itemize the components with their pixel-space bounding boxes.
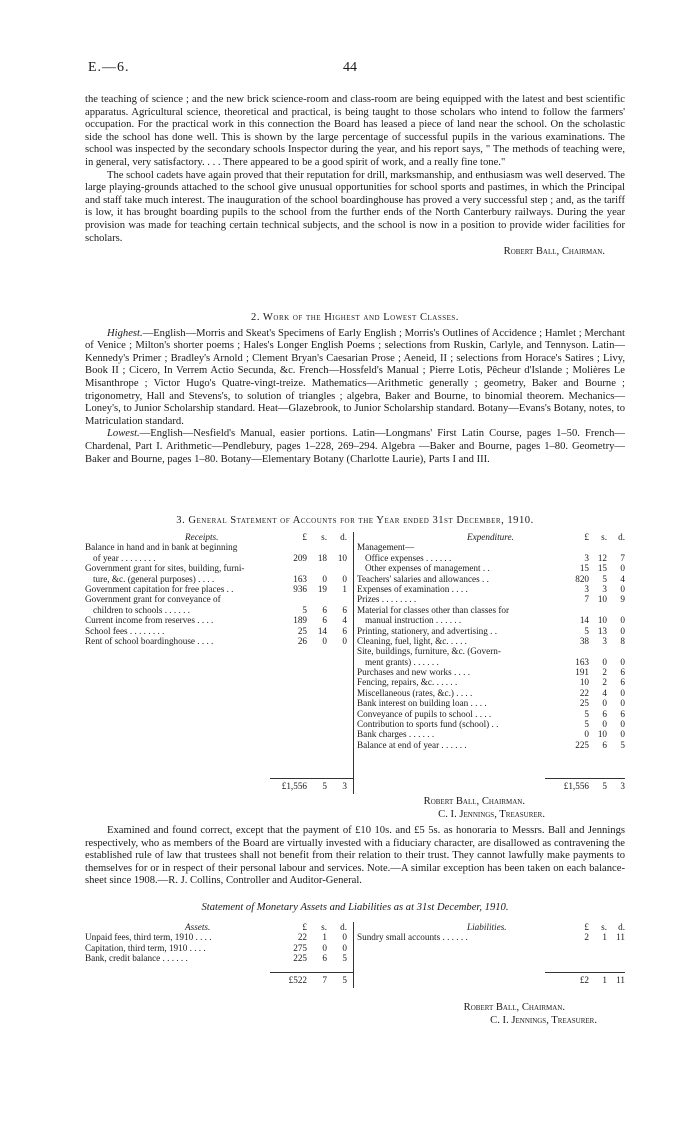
row-label: Contribution to sports fund (school) . . xyxy=(357,719,499,730)
lowest-label: Lowest. xyxy=(107,428,140,440)
shillings-value: 0 xyxy=(602,698,607,709)
pounds-value: 163 xyxy=(293,573,307,584)
assets-total-row xyxy=(85,975,353,985)
pence-header: d. xyxy=(340,532,347,542)
row-label: ment grants) . . . . . . xyxy=(365,656,439,667)
assets-header-row xyxy=(85,922,353,932)
receipts-total-rule xyxy=(270,778,353,779)
shillings-value: 0 xyxy=(322,942,327,953)
row-label: School fees . . . . . . . . xyxy=(85,625,165,636)
row-label: Other expenses of management . . xyxy=(365,563,490,574)
assets-heading: Statement of Monetary Assets and Liabilities as at 31st December, 1910. xyxy=(201,902,509,913)
shillings-value: 5 xyxy=(602,573,607,584)
expenditure-row xyxy=(357,729,625,739)
shillings-value: 18 xyxy=(317,552,327,563)
shillings-value: 19 xyxy=(317,583,327,594)
column-divider xyxy=(353,532,354,794)
asset-row xyxy=(85,943,353,953)
shillings-value: 6 xyxy=(322,604,327,615)
assets-total-shillings: 7 xyxy=(322,975,327,985)
liabilities-total-pounds: £2 xyxy=(579,975,589,985)
assets-chairman-signature: Robert Ball, Chairman. xyxy=(463,1002,565,1013)
audit-note-section xyxy=(85,825,625,888)
row-label: Government grant for conveyance of xyxy=(85,594,221,605)
pounds-value: 14 xyxy=(579,615,589,626)
expenditure-header-row xyxy=(357,532,625,542)
shillings-value: 3 xyxy=(602,583,607,594)
receipt-row xyxy=(85,626,353,636)
pounds-value: 225 xyxy=(575,739,589,750)
pounds-value: 5 xyxy=(302,604,307,615)
assets-column xyxy=(85,922,353,964)
pounds-value: 936 xyxy=(293,583,307,594)
row-label: Government capitation for free places . . xyxy=(85,583,234,594)
row-label: Capitation, third term, 1910 . . . . xyxy=(85,942,206,953)
row-label: Teachers' salaries and allowances . . xyxy=(357,573,489,584)
pence-value: 0 xyxy=(620,625,625,636)
assets-heading-label: Assets. xyxy=(185,922,211,932)
expenditure-total-rule xyxy=(545,778,625,779)
pence-value: 6 xyxy=(342,604,347,615)
pounds-value: 15 xyxy=(579,563,589,574)
expenditure-row xyxy=(357,574,625,584)
row-label: manual instruction . . . . . . xyxy=(365,615,462,626)
lowest-class-paragraph xyxy=(85,428,625,466)
pounds-value: 5 xyxy=(584,719,589,730)
receipts-column xyxy=(85,532,353,646)
receipts-header-row xyxy=(85,532,353,542)
pounds-value: 189 xyxy=(293,615,307,626)
expenditure-total-pence: 3 xyxy=(620,781,625,791)
pounds-value: 2 xyxy=(584,932,589,943)
expenditure-row xyxy=(357,677,625,687)
shillings-value: 12 xyxy=(597,552,607,563)
pounds-value: 163 xyxy=(575,656,589,667)
page-header xyxy=(88,60,612,80)
receipt-row xyxy=(85,563,353,573)
asset-row xyxy=(85,932,353,942)
liabilities-column xyxy=(357,922,625,943)
report-paragraph-1: the teaching of science ; and the new brick science-room and class-room are being equipped with the latest and best scientific apparatus. Agricultural science, theoretical and practical, is being taught to those scholars who intend to follow the farmers' occupation. For the practical work in this connection the Board has leased a piece of land near the school. On the scholastic side the school has done well. This is shown by the large percentage of successful pupils in the various examinations. The school was inspected by the secondary schools Inspector during the year, and his report says, " The methods of teaching were, in general, very satisfactory. . . . There appeared to be a good spirit of work, and a really fine tone." xyxy=(85,94,625,168)
receipts-total-row xyxy=(85,781,353,791)
pounds-value: 3 xyxy=(584,552,589,563)
shillings-value: 2 xyxy=(602,667,607,678)
classes-heading: 2. Work of the Highest and Lowest Classes. xyxy=(251,312,459,323)
pence-value: 0 xyxy=(620,656,625,667)
pounds-value: 209 xyxy=(293,552,307,563)
pence-value: 0 xyxy=(620,687,625,698)
receipts-total-shillings: 5 xyxy=(322,781,327,791)
accounts-treasurer-signature: C. I. Jennings, Treasurer. xyxy=(438,808,545,820)
page-number: 44 xyxy=(343,60,357,75)
shillings-value: 10 xyxy=(597,594,607,605)
expenditure-row xyxy=(357,542,625,552)
pence-value: 5 xyxy=(342,953,347,964)
receipt-row xyxy=(85,605,353,615)
pence-value: 6 xyxy=(620,708,625,719)
expenditure-row xyxy=(357,594,625,604)
lowest-text: —English—Nesfield's Manual, easier portions. Latin—Longmans' First Latin Course, pages 1–50. French—Chardenal, Part I. Arithmetic—Pendlebury, pages 1–228, 269–294. Algebra —Baker and Bourne, pages 1–80. Geometry—Baker and Bourne, pages 1–80. Botany—Elementary Botany (Charlotte Laurie), Parts I and III. xyxy=(85,428,625,465)
row-label: Bank charges . . . . . . xyxy=(357,729,435,740)
row-label: Balance in hand and in bank at beginning xyxy=(85,542,238,553)
pence-value: 4 xyxy=(620,573,625,584)
row-label: Government grant for sites, building, furni- xyxy=(85,563,245,574)
shillings-value: 15 xyxy=(597,563,607,574)
pence-header: d. xyxy=(618,922,625,932)
shillings-value: 0 xyxy=(322,635,327,646)
accounts-table xyxy=(85,532,625,794)
expenditure-row xyxy=(357,657,625,667)
chairman-signature: Robert Ball, Chairman. xyxy=(503,246,605,258)
receipts-heading: Receipts. xyxy=(185,532,219,542)
row-label: Material for classes other than classes for xyxy=(357,604,510,615)
expenditure-row xyxy=(357,709,625,719)
pence-value: 6 xyxy=(342,625,347,636)
pence-value: 7 xyxy=(620,552,625,563)
liabilities-heading-label: Liabilities. xyxy=(467,922,507,932)
pence-value: 10 xyxy=(337,552,347,563)
asset-row xyxy=(85,953,353,963)
row-label: Bank interest on building loan . . . . xyxy=(357,698,487,709)
row-label: Expenses of examination . . . . xyxy=(357,583,468,594)
row-label: Conveyance of pupils to school . . . . xyxy=(357,708,492,719)
expenditure-total-pounds: £1,556 xyxy=(563,781,589,791)
accounts-chairman-signature: Robert Ball, Chairman. xyxy=(423,796,525,807)
pounds-value: 5 xyxy=(584,625,589,636)
expenditure-rows xyxy=(357,542,625,750)
pounds-value: 225 xyxy=(293,953,307,964)
audit-note: Examined and found correct, except that the payment of £10 10s. and £5 5s. as honoraria to Messrs. Ball and Jennings respectively, who as members of the Board are virtually invested with a fiduciary character, are disallowed as contravening the established rule of law that trustees shall not benefit from their relation to their trust. They cannot lawfully make payments to themselves for or in respect of their personal labour and services. Note.—A similar exception has been taken on each balance-sheet since 1908.—R. J. Collins, Controller and Auditor-General. xyxy=(85,825,625,887)
shillings-value: 6 xyxy=(322,953,327,964)
receipts-total-pounds: £1,556 xyxy=(281,781,307,791)
row-label: of year . . . . . . . . xyxy=(93,552,156,563)
pence-value: 8 xyxy=(620,635,625,646)
pounds-header: £ xyxy=(584,532,589,542)
pence-value: 0 xyxy=(620,563,625,574)
pounds-value: 820 xyxy=(575,573,589,584)
liabilities-total-shillings: 1 xyxy=(602,975,607,985)
expenditure-row xyxy=(357,740,625,750)
expenditure-row xyxy=(357,615,625,625)
pounds-value: 3 xyxy=(584,583,589,594)
expenditure-row xyxy=(357,563,625,573)
shillings-header: s. xyxy=(321,922,327,932)
row-label: Printing, stationery, and advertising . . xyxy=(357,625,498,636)
pence-value: 0 xyxy=(342,932,347,943)
expenditure-row xyxy=(357,698,625,708)
row-label: Current income from reserves . . . . xyxy=(85,615,214,626)
pence-value: 0 xyxy=(342,635,347,646)
shillings-value: 6 xyxy=(322,615,327,626)
pence-value: 1 xyxy=(342,583,347,594)
liabilities-total-row xyxy=(357,975,625,985)
shillings-value: 1 xyxy=(322,932,327,943)
pence-value: 5 xyxy=(620,739,625,750)
shillings-value: 13 xyxy=(597,625,607,636)
expenditure-row xyxy=(357,605,625,615)
receipt-row xyxy=(85,615,353,625)
assets-total-rule xyxy=(270,972,353,973)
pence-value: 6 xyxy=(620,667,625,678)
pounds-value: 0 xyxy=(584,729,589,740)
shillings-value: 0 xyxy=(602,719,607,730)
shillings-value: 4 xyxy=(602,687,607,698)
liabilities-rows xyxy=(357,932,625,942)
pounds-value: 38 xyxy=(579,635,589,646)
assets-divider xyxy=(353,922,354,988)
pounds-value: 26 xyxy=(297,635,307,646)
row-label: Unpaid fees, third term, 1910 . . . . xyxy=(85,932,212,943)
shillings-header: s. xyxy=(601,532,607,542)
receipts-rows xyxy=(85,542,353,646)
row-label: children to schools . . . . . . xyxy=(93,604,190,615)
pounds-value: 191 xyxy=(575,667,589,678)
accounts-signatures xyxy=(85,796,625,821)
report-paragraph-2: The school cadets have again proved that their reputation for drill, marksmanship, and enthusiasm was well deserved. The large playing-grounds attached to the school give unusual opportunities for school sports and pastimes, in which the Principal and staff take much interest. The inauguration of the school boardinghouse has proved a very successful step ; and, as the tariff is low, it has brought boarding pupils to the school from the further ends of the North Canterbury railways. During the year provision was made for teaching certain technical subjects, and the school is now in a position to provide wider facilities for scholars. xyxy=(85,169,625,244)
liability-row xyxy=(357,932,625,942)
liabilities-header-row xyxy=(357,922,625,932)
pounds-header: £ xyxy=(302,532,307,542)
assets-total-pounds: £522 xyxy=(288,975,307,985)
assets-total-pence: 5 xyxy=(342,975,347,985)
expenditure-column xyxy=(357,532,625,750)
pence-value: 9 xyxy=(620,594,625,605)
assets-signatures xyxy=(85,1002,625,1027)
receipts-total-pence: 3 xyxy=(342,781,347,791)
liabilities-total-pence: 11 xyxy=(616,975,625,985)
expenditure-row xyxy=(357,626,625,636)
receipt-row xyxy=(85,584,353,594)
row-label: Fencing, repairs, &c. . . . . . xyxy=(357,677,458,688)
assets-heading-wrap xyxy=(85,902,625,915)
assets-rows xyxy=(85,932,353,963)
pence-header: d. xyxy=(618,532,625,542)
row-label: Cleaning, fuel, light, &c. . . . . xyxy=(357,635,467,646)
expenditure-total-row xyxy=(357,781,625,791)
shillings-value: 10 xyxy=(597,615,607,626)
pence-value: 0 xyxy=(620,615,625,626)
shillings-value: 3 xyxy=(602,635,607,646)
shillings-header: s. xyxy=(601,922,607,932)
row-label: Miscellaneous (rates, &c.) . . . . xyxy=(357,687,473,698)
expenditure-row xyxy=(357,667,625,677)
shillings-value: 0 xyxy=(602,656,607,667)
row-label: Purchases and new works . . . . xyxy=(357,667,471,678)
pounds-value: 7 xyxy=(584,594,589,605)
row-label: Site, buildings, furniture, &c. (Govern- xyxy=(357,646,501,657)
assets-table xyxy=(85,922,625,1002)
expenditure-row xyxy=(357,719,625,729)
row-label: Sundry small accounts . . . . . . xyxy=(357,932,468,943)
receipt-row xyxy=(85,553,353,563)
receipt-row xyxy=(85,594,353,604)
shillings-value: 1 xyxy=(602,932,607,943)
row-label: Bank, credit balance . . . . . . xyxy=(85,953,188,964)
shillings-header: s. xyxy=(321,532,327,542)
highest-label: Highest. xyxy=(107,327,143,339)
row-label: Balance at end of year . . . . . . xyxy=(357,739,467,750)
assets-treasurer-signature: C. I. Jennings, Treasurer. xyxy=(490,1014,597,1026)
highest-class-paragraph xyxy=(85,328,625,429)
receipt-row xyxy=(85,636,353,646)
report-section xyxy=(85,94,625,259)
pounds-value: 25 xyxy=(579,698,589,709)
expenditure-row xyxy=(357,553,625,563)
accounts-heading: 3. General Statement of Accounts for the Year ended 31st December, 1910. xyxy=(176,515,534,526)
shillings-value: 6 xyxy=(602,708,607,719)
pence-value: 0 xyxy=(342,942,347,953)
receipt-row xyxy=(85,574,353,584)
shillings-value: 2 xyxy=(602,677,607,688)
row-label: Rent of school boardinghouse . . . . xyxy=(85,635,214,646)
pounds-value: 10 xyxy=(579,677,589,688)
pounds-value: 25 xyxy=(297,625,307,636)
expenditure-row xyxy=(357,584,625,594)
shillings-value: 0 xyxy=(322,573,327,584)
row-label: ture, &c. (general purposes) . . . . xyxy=(93,573,215,584)
pence-value: 0 xyxy=(620,698,625,709)
report-code: E.—6. xyxy=(88,60,130,75)
row-label: Office expenses . . . . . . xyxy=(365,552,452,563)
shillings-value: 6 xyxy=(602,739,607,750)
pence-value: 0 xyxy=(620,729,625,740)
pence-value: 4 xyxy=(342,615,347,626)
pence-header: d. xyxy=(340,922,347,932)
expenditure-row xyxy=(357,688,625,698)
pounds-value: 5 xyxy=(584,708,589,719)
pounds-header: £ xyxy=(302,922,307,932)
row-label: Prizes . . . . . . . . xyxy=(357,594,417,605)
pounds-value: 275 xyxy=(293,942,307,953)
liabilities-total-rule xyxy=(545,972,625,973)
expenditure-row xyxy=(357,636,625,646)
classes-section xyxy=(85,312,625,466)
pence-value: 0 xyxy=(620,719,625,730)
accounts-heading-wrap xyxy=(85,515,625,528)
expenditure-heading: Expenditure. xyxy=(467,532,514,542)
pounds-value: 22 xyxy=(579,687,589,698)
receipt-row xyxy=(85,542,353,552)
pence-value: 0 xyxy=(342,573,347,584)
shillings-value: 14 xyxy=(317,625,327,636)
row-label: Management— xyxy=(357,542,415,553)
pence-value: 0 xyxy=(620,583,625,594)
pounds-header: £ xyxy=(584,922,589,932)
highest-text: —English—Morris and Skeat's Specimens of Early English ; Morris's Outlines of Accidence ; Hamlet ; Merchant of Venice ; Milton's shorter poems ; Hales's Longer English Poems ; selections from Ruskin, Carlyle, and Tennyson. Latin—Kennedy's Primer ; Bradley's Arnold ; Clement Bryan's Caesarian Prose ; Aeneid, II ; selections from Horace's Satires ; Livy, Book II ; Cicero, In Verrem Actio Secunda, &c. French—Hossfeld's Manual ; Pierre Lotis, Pêcheur d'Islande ; Molières Le Misanthrope ; Victor Hugo's Quatre-vingt-treize. Mathematics—Arithmetic generally ; geometry, Baker and Bourne ; trigonometry, Hall and Stevens's, to solution of triangles ; algebra, Baker and Bourne, to binomial theorem. Mechanics—Loney's, to Junior Scholarship standard. Heat—Glazebrook, to Junior Scholarship standard. Botany—Evans's Botany, notes, to Matriculation standard. xyxy=(85,327,625,427)
expenditure-total-shillings: 5 xyxy=(602,781,607,791)
shillings-value: 10 xyxy=(597,729,607,740)
expenditure-row xyxy=(357,646,625,656)
pence-value: 6 xyxy=(620,677,625,688)
pounds-value: 22 xyxy=(297,932,307,943)
pence-value: 11 xyxy=(616,932,625,943)
